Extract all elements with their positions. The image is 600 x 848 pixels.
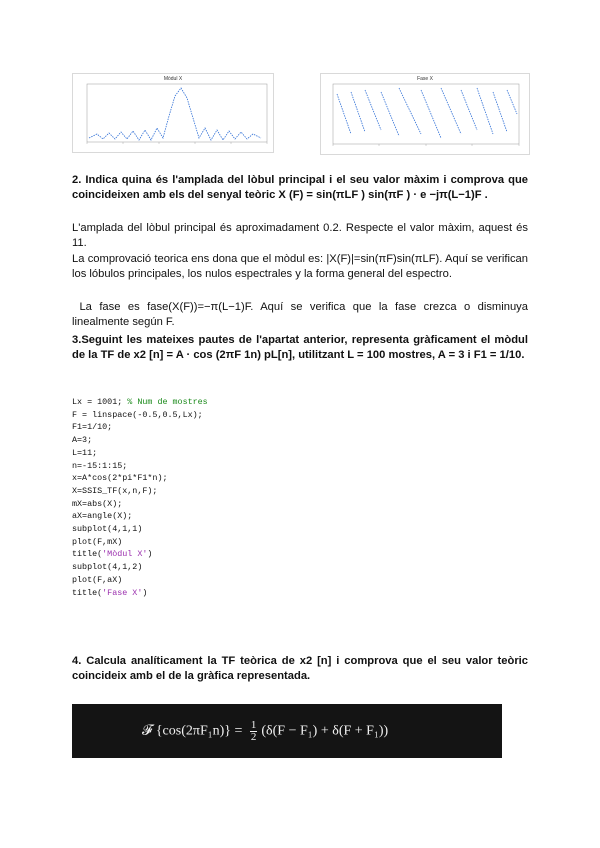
code-comment: % Num de mostres xyxy=(127,397,208,407)
formula-left: 𝓕 {cos(2πF₁n)} = xyxy=(142,723,246,739)
code-line: X=SSIS_TF(x,n,F); xyxy=(72,485,158,496)
q2-answer-phase: La fase es fase(X(F))=−π(L−1)F. Aquí se verifica que la fase crezca o disminuya linealmente según F. xyxy=(72,301,532,329)
code-line: plot(F,mX) xyxy=(72,536,123,547)
code-line: ) xyxy=(142,587,148,598)
modul-plot xyxy=(72,73,274,153)
fase-plot xyxy=(320,73,530,155)
fase-plot-title: Fase X xyxy=(417,76,433,82)
code-line: n=-15:1:15; xyxy=(72,460,128,471)
modul-plot-chart xyxy=(73,74,273,152)
code-line: ) xyxy=(147,549,153,560)
formula-frac-den: 2 xyxy=(250,731,257,743)
formula-image xyxy=(72,704,502,758)
formula-fraction xyxy=(250,720,258,743)
q3-heading: 3.Seguint les mateixes pautes de l'apartat anterior, representa gràficament el mòdul de la TF de x2 [n] = A · cos (2πF 1n) pL[n], utilitzant L = 100 mostres, A = 3 i F1 = 1/10. xyxy=(72,334,528,362)
code-line: subplot(4,1,1) xyxy=(72,524,143,535)
code-line: mX=abs(X); xyxy=(72,498,123,509)
code-line: title( xyxy=(72,549,103,560)
code-string: 'Fase X' xyxy=(102,587,143,598)
code-line: F = linspace(-0.5,0.5,Lx); xyxy=(72,409,203,420)
modul-curve xyxy=(89,88,261,140)
code-string: 'Mòdul X' xyxy=(102,549,148,560)
modul-plot-title: Mòdul X xyxy=(163,76,183,82)
code-line: aX=angle(X); xyxy=(72,511,133,522)
q2-heading: 2. Indica quina és l'amplada del lòbul principal i el seu valor màxim i comprova que coincideixen amb els del senyal teòric X (F) = sin(πLF ) sin(πF ) · e −jπ(L−1)F . xyxy=(72,174,528,202)
code-line: F1=1/10; xyxy=(72,422,113,433)
formula-text xyxy=(142,720,388,743)
q4-heading: 4. Calcula analíticament la TF teòrica de x2 [n] i comprova que el seu valor teòric coincideix amb el de la gràfica representada. xyxy=(72,655,528,683)
code-line: A=3; xyxy=(72,435,93,446)
formula-right: (δ(F − F₁) + δ(F + F₁)) xyxy=(261,723,389,739)
q2-answer-width: L'amplada del lòbul principal és aproximadament 0.2. Respecte el valor màxim, aquest és 11. xyxy=(72,222,528,250)
code-line: plot(F,aX) xyxy=(72,574,123,585)
formula-frac-num: 1 xyxy=(250,719,257,731)
code-line: title( xyxy=(72,587,103,598)
fase-plot-chart xyxy=(321,74,529,154)
code-line: x=A*cos(2*pi*F1*n); xyxy=(72,473,168,484)
code-line: Lx = 1001; xyxy=(72,397,128,407)
q2-answer-modulus: La comprovació teorica ens dona que el mòdul es: |X(F)|=sin(πF)sin(πLF). Aquí se verifican los lóbulos principales, los nulos espectrales y la forma general del espectro. xyxy=(72,253,528,281)
code-line: L=11; xyxy=(72,447,98,458)
matlab-code xyxy=(72,396,208,599)
code-line: subplot(4,1,2) xyxy=(72,562,143,573)
